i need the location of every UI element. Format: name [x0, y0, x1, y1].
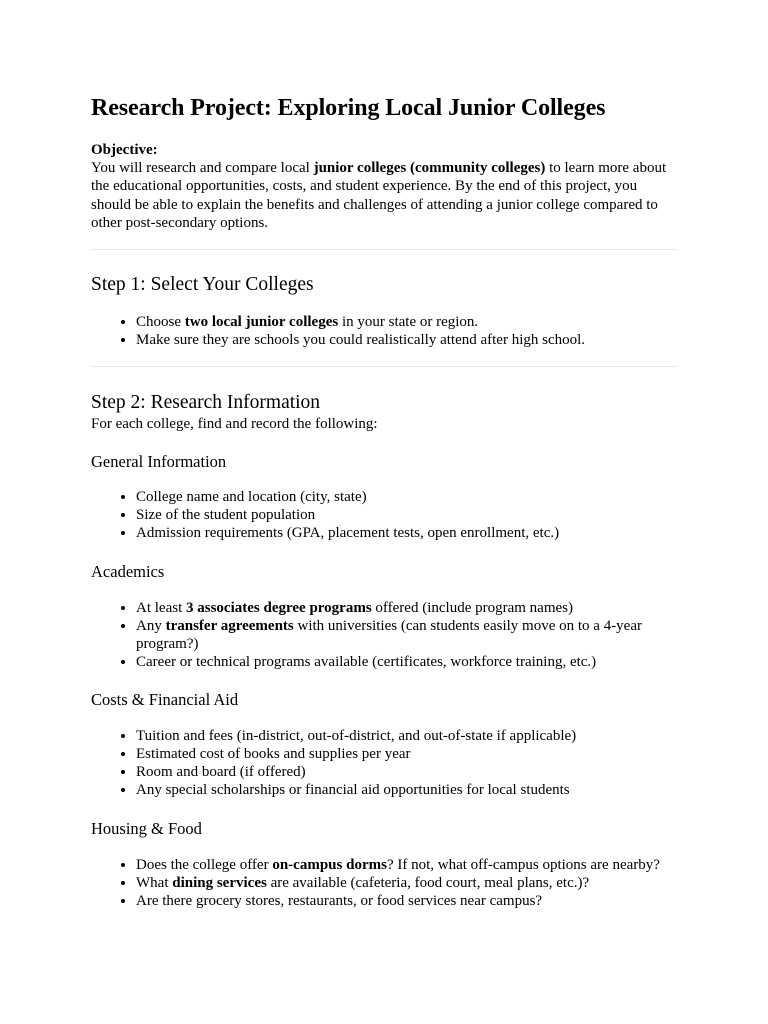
section-divider	[91, 249, 677, 250]
list-item: • Estimated cost of books and supplies per year	[136, 745, 677, 763]
housing-heading: Housing & Food	[91, 819, 202, 839]
list-item: • College name and location (city, state)	[136, 488, 677, 506]
objective-section	[91, 141, 677, 232]
list-item: • Any transfer agreements with universities (can students easily move on to a 4-year program?)	[136, 617, 677, 653]
general-info-list	[91, 488, 677, 542]
objective-label: Objective:	[91, 142, 158, 158]
academics-heading: Academics	[91, 562, 165, 582]
list-item: • Tuition and fees (in-district, out-of-district, and out-of-state if applicable)	[136, 727, 677, 745]
objective-text-part: You will research and compare local	[91, 160, 314, 177]
list-item: • What dining services are available (cafeteria, food court, meal plans, etc.)?	[136, 874, 677, 892]
section-divider	[91, 366, 677, 367]
step2-heading: Step 2: Research Information	[91, 392, 321, 414]
housing-list	[91, 856, 677, 910]
list-item: • Choose two local junior colleges in your state or region.	[136, 313, 677, 331]
list-item: • Any special scholarships or financial aid opportunities for local students	[136, 781, 677, 799]
general-info-heading: General Information	[91, 452, 227, 472]
list-item: • Career or technical programs available (certificates, workforce training, etc.)	[136, 653, 677, 671]
step2-intro: For each college, find and record the following:	[91, 416, 378, 433]
costs-heading: Costs & Financial Aid	[91, 690, 239, 710]
objective-text-bold: junior colleges (community colleges)	[313, 160, 546, 177]
list-item: • Size of the student population	[136, 506, 677, 524]
list-item: • Make sure they are schools you could realistically attend after high school.	[136, 331, 677, 349]
step1-heading: Step 1: Select Your Colleges	[91, 274, 314, 296]
list-item: • Room and board (if offered)	[136, 763, 677, 781]
list-item: • At least 3 associates degree programs offered (include program names)	[136, 599, 677, 617]
step1-list	[91, 313, 677, 349]
objective-text	[91, 160, 666, 231]
academics-list	[91, 599, 677, 671]
costs-list	[91, 727, 677, 799]
list-item: • Are there grocery stores, restaurants, or food services near campus?	[136, 892, 677, 910]
objective-text-part: to learn more about the educational opportunities, costs, and student experience. By the end of this project, you should be able to explain the benefits and challenges of attending a junior college compared to other post-secondary options.	[91, 160, 667, 231]
page-title: Research Project: Exploring Local Junior Colleges	[91, 95, 606, 121]
list-item: • Does the college offer on-campus dorms? If not, what off-campus options are nearby?	[136, 856, 677, 874]
list-item: • Admission requirements (GPA, placement tests, open enrollment, etc.)	[136, 524, 677, 542]
document-content	[91, 92, 677, 910]
